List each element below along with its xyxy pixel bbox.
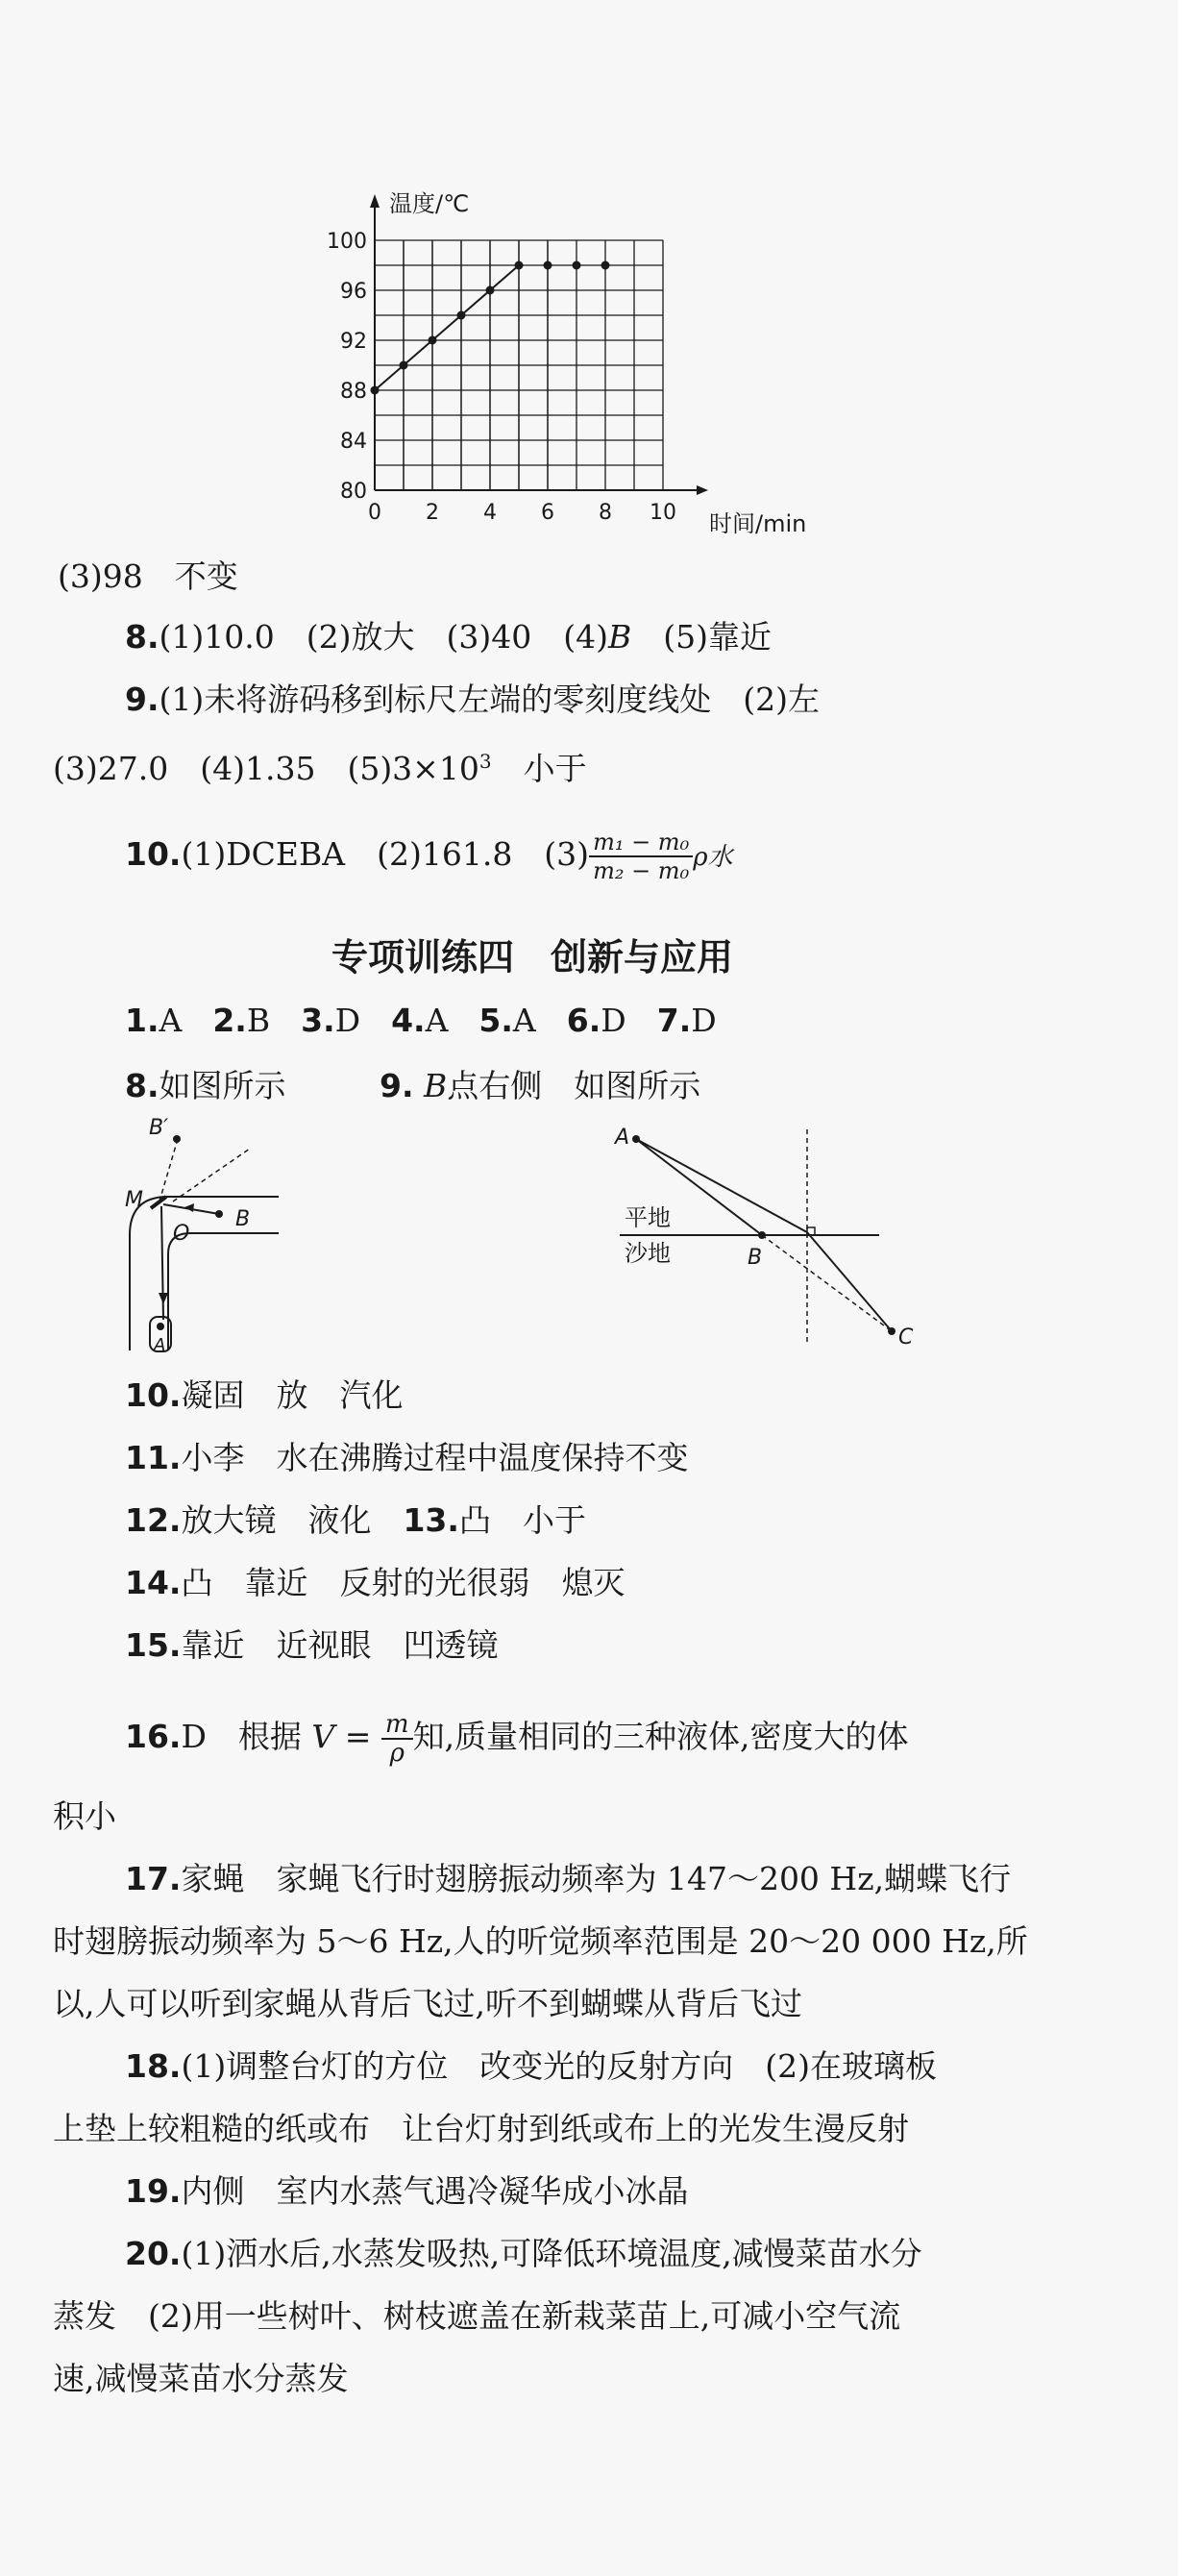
data-point (544, 261, 552, 270)
road-outer-edge (130, 1197, 279, 1350)
choice-letter: D (601, 1002, 626, 1039)
chart-axes (370, 194, 708, 495)
answer-text: 凸 靠近 反射的光很弱 熄灭 (181, 1564, 626, 1601)
density-fraction (589, 829, 693, 884)
choice-answer (391, 1002, 448, 1039)
x-tick-label: 0 (368, 501, 381, 525)
exponent: 3 (478, 750, 492, 773)
item-number: 3. (301, 1002, 335, 1039)
item-17-line3: 以,人可以听到家蝇从背后飞过,听不到蝴蝶从背后飞过 (53, 1985, 802, 2022)
data-point (371, 386, 380, 395)
answer-text: 家蝇 家蝇飞行时翅膀振动频率为 147～200 Hz,蝴蝶飞行 (181, 1860, 1012, 1897)
item-number: 20. (125, 2235, 182, 2272)
choice-letter: D (691, 1002, 717, 1039)
answer-text: 凝固 放 汽化 (181, 1376, 404, 1414)
temperature-time-chart (327, 183, 817, 538)
path-diagram (605, 1115, 922, 1355)
data-point (573, 261, 581, 270)
choice-answer (567, 1002, 626, 1039)
point-b-prime (173, 1135, 181, 1143)
choice-letter: B (246, 1002, 271, 1039)
segment-b-c (762, 1235, 892, 1331)
answer-text: (1)洒水后,水蒸发吸热,可降低环境温度,减慢菜苗水分 (181, 2235, 922, 2272)
y-tick-label: 100 (327, 230, 367, 254)
item-17-line2: 时翅膀振动频率为 5～6 Hz,人的听觉频率范围是 20～20 000 Hz,所 (53, 1922, 1028, 1960)
choice-letter: A (159, 1002, 183, 1039)
answer-10 (125, 829, 732, 884)
data-point (515, 261, 524, 270)
question-8 (125, 1067, 286, 1105)
item-number: 18. (125, 2047, 182, 2085)
x-tick-label: 10 (650, 501, 676, 525)
answer-text: 如图所示 (159, 1067, 286, 1104)
choice-answers (125, 1002, 748, 1040)
item-number: 16. (125, 1718, 182, 1755)
item-19 (125, 2172, 688, 2211)
arrow-head (159, 1293, 168, 1304)
item-number: 13. (403, 1501, 459, 1539)
item-11 (125, 1439, 688, 1477)
dashed-line (159, 1139, 178, 1204)
answer-text: (1)未将游码移到标尺左端的零刻度线处 (2)左 (159, 681, 820, 718)
item-number: 8. (125, 618, 159, 656)
item-number: 4. (391, 1002, 426, 1039)
mass-over-density-fraction (381, 1711, 413, 1767)
answer-text: (1)调整台灯的方位 改变光的反射方向 (2)在玻璃板 (181, 2047, 937, 2085)
chart-grid (375, 240, 663, 490)
answer-9-line1 (125, 681, 820, 719)
segment-corner-c (807, 1232, 892, 1331)
item-number: 12. (125, 1501, 182, 1539)
label-sand-ground: 沙地 (625, 1240, 671, 1267)
answer-text: 内侧 室内水蒸气遇冷凝华成小冰晶 (181, 2172, 689, 2210)
answer-text: 靠近 近视眼 凹透镜 (181, 1626, 499, 1664)
data-point (601, 261, 610, 270)
item-12-13 (125, 1501, 586, 1540)
choice-answer (212, 1002, 270, 1039)
item-number: 17. (125, 1860, 182, 1897)
label-b: B (235, 1207, 251, 1231)
point-b (758, 1231, 766, 1239)
y-tick-label: 84 (340, 430, 367, 454)
item-number: 15. (125, 1626, 182, 1664)
label-m: M (125, 1188, 143, 1212)
choice-letter: D (334, 1002, 361, 1039)
label-flat-ground: 平地 (625, 1204, 671, 1231)
y-tick-label: 88 (340, 380, 367, 404)
item-number: 10. (125, 1376, 182, 1414)
answer-text: (1)DCEBA (2)161.8 (3) (181, 835, 590, 873)
item-20-line2: 蒸发 (2)用一些树叶、树枝遮盖在新栽菜苗上,可减小空气流 (53, 2297, 901, 2335)
fraction-denominator: ρ (389, 1739, 405, 1768)
section-title: 专项训练四 创新与应用 (331, 936, 734, 978)
fraction-numerator: m (381, 1711, 413, 1740)
item-18-line1 (125, 2047, 937, 2086)
item-number: 6. (566, 1002, 601, 1039)
item-20-line3: 速,减慢菜苗水分蒸发 (53, 2360, 349, 2397)
data-point (429, 336, 437, 345)
answer-text: 凸 小于 (458, 1501, 586, 1539)
item-10 (125, 1376, 403, 1415)
answer-letter: B (607, 618, 632, 656)
fraction-numerator: m₁ − m₀ (589, 829, 693, 857)
item-number: 9. (125, 681, 159, 718)
point-b: B (424, 1067, 448, 1104)
page-edge (1178, 0, 1202, 2576)
label-a: A (615, 1126, 630, 1150)
item-18-line2: 上垫上较粗糙的纸或布 让台灯射到纸或布上的光发生漫反射 (53, 2110, 909, 2147)
answer-text: (1)10.0 (2)放大 (3)40 (4) (159, 618, 608, 656)
arrow-head (184, 1203, 194, 1212)
answer-text: 知,质量相同的三种液体,密度大的体 (412, 1718, 909, 1755)
item-17-line1 (125, 1860, 1011, 1898)
choice-answer (478, 1002, 535, 1039)
answer-text: 点右侧 如图所示 (447, 1067, 701, 1104)
item-number: 5. (478, 1002, 513, 1039)
data-point (486, 286, 495, 295)
choice-answer (657, 1002, 717, 1039)
label-a: A (154, 1335, 166, 1355)
item-16 (125, 1711, 909, 1767)
answer-text: 小李 水在沸腾过程中温度保持不变 (181, 1439, 689, 1476)
item-20-line1 (125, 2235, 922, 2273)
item-number: 19. (125, 2172, 182, 2210)
chart-ticks (327, 230, 676, 525)
item-number: 2. (212, 1002, 247, 1039)
point-b (215, 1210, 223, 1218)
volume-symbol: V (311, 1718, 335, 1755)
series-line (375, 265, 519, 390)
label-o: O (173, 1222, 190, 1246)
y-axis-label: 温度/℃ (389, 190, 470, 217)
y-tick-label: 96 (340, 280, 367, 304)
answer-text: 放大镜 液化 (181, 1501, 404, 1539)
data-point (457, 311, 466, 320)
fraction-denominator: m₂ − m₀ (593, 857, 690, 884)
x-axis-label: 时间/min (709, 510, 807, 537)
answer-tail: (5)靠近 (631, 618, 772, 656)
point-a (632, 1135, 640, 1143)
rho-water: ρ水 (693, 843, 733, 872)
equals-sign: = (334, 1718, 381, 1755)
y-axis-arrow (370, 194, 380, 208)
question-9 (380, 1067, 700, 1105)
point-c (888, 1327, 895, 1335)
x-tick-label: 6 (541, 501, 554, 525)
choice-letter: A (512, 1002, 536, 1039)
y-tick-label: 80 (340, 480, 367, 504)
item-16-line2: 积小 (53, 1797, 116, 1835)
dashed-line (173, 1149, 250, 1201)
road-inner-edge (168, 1233, 279, 1350)
answer-text: (3)27.0 (4)1.35 (5)3×10 (53, 750, 479, 787)
choice-answer (125, 1002, 182, 1039)
item-number: 10. (125, 835, 182, 873)
data-point (400, 361, 408, 370)
y-tick-label: 92 (340, 330, 367, 354)
item-number: 8. (125, 1067, 159, 1104)
x-tick-label: 4 (483, 501, 497, 525)
choice-answer (301, 1002, 360, 1039)
item-number: 1. (125, 1002, 159, 1039)
mirror-reflection-diagram (115, 1116, 307, 1355)
answer-9-line2 (53, 742, 587, 788)
item-number: 7. (656, 1002, 692, 1039)
item-14 (125, 1564, 625, 1602)
label-b: B (748, 1246, 763, 1270)
answer-7-3: (3)98 不变 (58, 557, 238, 595)
choice-letter: A (425, 1002, 449, 1039)
item-number: 14. (125, 1564, 182, 1601)
x-axis-arrow (697, 485, 708, 495)
item-number: 11. (125, 1439, 182, 1476)
answer-tail: 小于 (491, 750, 587, 787)
item-number: 9. (380, 1067, 414, 1104)
label-c: C (898, 1325, 914, 1350)
point-a (157, 1323, 164, 1330)
x-tick-label: 2 (426, 501, 439, 525)
label-b-prime: B′ (149, 1116, 169, 1140)
item-15 (125, 1626, 498, 1665)
x-tick-label: 8 (599, 501, 612, 525)
answer-text: D 根据 (181, 1718, 312, 1755)
answer-8 (125, 618, 772, 656)
